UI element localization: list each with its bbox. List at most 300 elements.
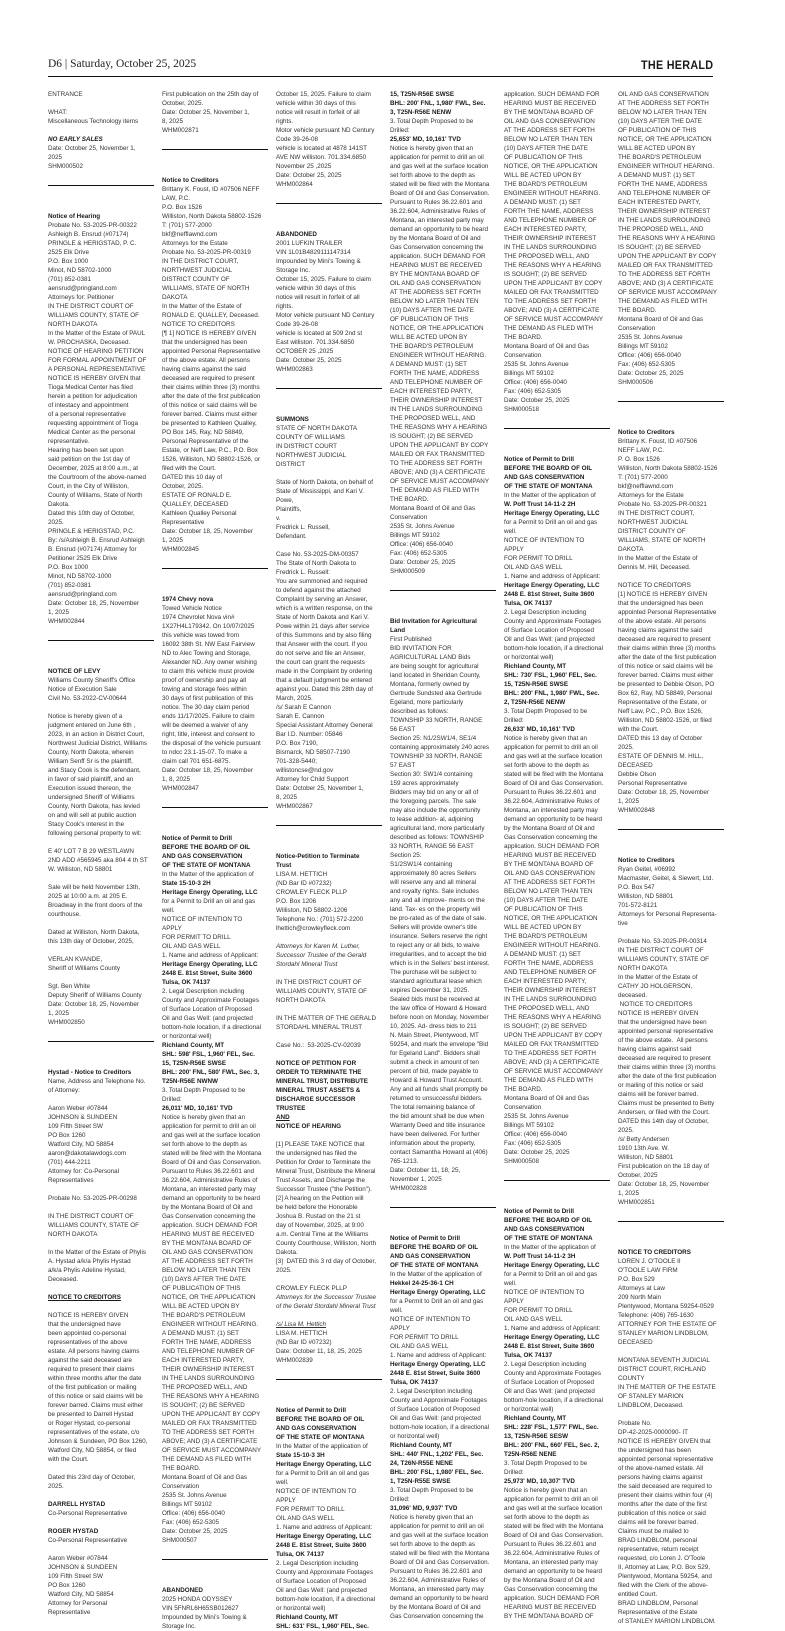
notice-text-line: IN THE LANDS SURROUNDING — [504, 244, 597, 251]
notice-text-line: Tulsa, OK 74137 — [504, 600, 553, 607]
notice-text-line: or mailing of this notice or said — [618, 1082, 704, 1089]
notice-text-line: HEARING MUST BE RECEIVED — [162, 1231, 255, 1238]
notice-text-line: Oil and Gas Well: (and projected — [504, 1388, 595, 1395]
notice-text-line: Montana Board of Oil and Gas — [618, 316, 704, 323]
notice-text-line: Notice is hereby given of a — [48, 713, 123, 720]
notice-text-line: OIL AND GAS CONSERVATION — [618, 91, 709, 98]
notice-text-line: WILLIAMS COUNTY, STATE OF — [276, 988, 367, 995]
notice-text-line: the Courtroom of the above-named — [48, 474, 147, 481]
notice-divider — [618, 829, 724, 830]
paragraph-gap — [618, 1410, 730, 1419]
notice-text-line: agricultural land, more particularly — [390, 825, 485, 832]
notice-text-line: Brittany K. Foust, ID #07506 NEFF — [162, 186, 260, 193]
notice-text-line: 1974 Chevrolet Nova vin# — [162, 614, 235, 621]
notice-text-line: submit a check in amount of ten — [390, 1059, 479, 1066]
notice-text-line: AND TELEPHONE NUMBER OF — [504, 969, 597, 976]
notice-text-line: described as follows: — [390, 708, 449, 715]
notice-text-line: BRAD LINDBLOM, Personal — [618, 1600, 698, 1607]
notice-text-line: will be deemed a waiver of any — [162, 722, 249, 729]
legal-notice — [618, 428, 730, 815]
notice-text-line: vehicle is located at 4878 141ST — [276, 145, 368, 152]
notice-text-line: BELOW NO LATER THAN TEN — [390, 298, 479, 305]
notice-text-line: THE REASONS WHY A HEARING — [162, 1393, 260, 1400]
legal-notice — [162, 176, 274, 554]
notice-text-line: of Surface Location of Proposed — [276, 1578, 366, 1585]
notice-text-line: Attorney for Child Support — [276, 776, 349, 783]
notice-text-line: Date: October 25, 2025 — [276, 357, 342, 364]
notice-text-line: Court, in the City of Williston, — [48, 483, 129, 490]
notice-text-line: 1. Name and address of Applicant: — [504, 573, 601, 580]
notice-text-line: their claims within three (3) months — [618, 1064, 716, 1071]
notice-text-line: ABOVE; AND (3) A CERTIFICATE — [504, 1059, 600, 1066]
notice-text-line: Office: (406) 656-0040 — [504, 379, 567, 386]
notice-text-line: Notice is hereby given that an — [504, 1487, 587, 1494]
notice-text-line: EACH INTERESTED PARTY, — [618, 199, 701, 206]
notice-text-line: QUALLEY, DECEASED — [162, 501, 229, 508]
notice-text-line: Watford City, ND 58854 — [48, 1591, 114, 1598]
notice-text-line: Date: October 25, November 1, — [162, 109, 250, 116]
notice-text-line: W. PROCHASKA, Deceased. — [48, 339, 131, 346]
notice-text-line: OIL AND GAS CONSERVATION — [162, 1249, 253, 1256]
notice-text-line: WILL BE ACTED UPON BY — [162, 1303, 240, 1310]
notice-text-line: Montana Board of Oil and Gas — [390, 505, 476, 512]
notice-text-line: that a default judgment be entered — [276, 677, 372, 684]
notice-text-line: In the Matter of the Estate of — [618, 555, 698, 562]
notice-text-line: demand an opportunity to be heard — [504, 1568, 603, 1575]
notice-text-line: 26,633' MD, 10,161' TVD — [504, 726, 575, 733]
notice-text-line: Tulsa, OK 74137 — [504, 1352, 553, 1359]
notice-text-line: their claims within three (3) months — [162, 384, 260, 391]
notice-text-line: Dakota. — [48, 501, 70, 508]
paragraph-gap — [48, 1464, 160, 1473]
notice-text-line: NOTICE, OR THE APPLICATION — [504, 915, 598, 922]
notice-text-line: N. Main Street, Plentywood, MT — [390, 1032, 479, 1039]
notice-text-line: Tioga Medical Center has filed — [48, 384, 133, 391]
notice-text-line: IS SOUGHT; (2) BE SERVED — [618, 244, 701, 251]
notice-text-line: Case No. 53-2025-DM-00357 — [276, 551, 359, 558]
notice-text-line: contact Samantha Howard at (406) — [390, 1149, 488, 1156]
notice-text-line: 1, 2025 — [618, 798, 640, 805]
notice-text-line: OF THE STATE OF MONTANA — [504, 483, 593, 490]
notice-text-line: IN THE DISTRICT COURT, — [618, 510, 695, 517]
notice-text-line: VIN 5FNRL6H65SB012627 — [162, 1605, 239, 1612]
notice-text-line: Telephone: (406) 765-1630 — [618, 1312, 694, 1319]
notice-text-line: VERLAN KVANDE, — [48, 956, 103, 963]
notice-text-line: Heritage Energy Operating, LLC — [504, 510, 600, 517]
notice-text-line: Ashleigh B. Ensrud (#07174) — [48, 231, 129, 238]
notice-text-line: application for permit to drill an oil — [390, 1523, 484, 1530]
notice-text-line: OIL AND GAS CONSERVATION — [390, 280, 481, 287]
notice-text-line: and Stacy Cook is the defendant, — [48, 767, 141, 774]
notice-text-line: County, North Dakota, has levied — [48, 803, 140, 810]
notice-text-line: Probate No. 53-2025-PR-00314 — [618, 938, 707, 945]
notice-text-line: Minot, ND 58702-1000 — [48, 573, 112, 580]
notice-text-line: 36.22.604, Administrative Rules of — [162, 1177, 258, 1184]
notice-text-line: Gas Conservation concerning the — [504, 1586, 598, 1593]
notice-text-line: STANLEY MARION LINDBLOM, — [618, 1330, 709, 1337]
notice-text-line: Fax: (406) 652-5305 — [618, 361, 676, 368]
notice-text-line: THE REASONS WHY A HEARING — [504, 262, 602, 269]
legal-notice — [276, 90, 388, 189]
notice-text-line: SHM000507 — [162, 1537, 198, 1544]
notice-text-line: courthouse. — [48, 911, 81, 918]
notice-text-line: WHAT: — [48, 109, 68, 116]
notice-text-line: WHM002844 — [48, 618, 85, 625]
notice-text-line: Representatives — [48, 1177, 94, 1184]
notice-text-line: 33 NORTH, RANGE 56 EAST — [390, 843, 474, 850]
notice-text-line: AND GAS CONSERVATION — [162, 853, 243, 860]
notice-text-line: Date: October 25, 2025 — [504, 1149, 570, 1156]
notice-text-line: requesting appointment of Tioga — [48, 420, 138, 427]
notice-text-line: October 15, 2025. Failure to claim — [276, 276, 371, 283]
notice-text-line: In the Matter of the application of — [162, 871, 254, 878]
notice-text-line: In the Matter of the Estate of Phylis — [48, 1249, 147, 1256]
notice-text-line: Date: October 18, 25, November — [618, 1181, 710, 1188]
notice-text-line: by the Montana Board of Oil and — [390, 1604, 481, 1611]
notice-text-line: OIL AND GAS CONSERVATION — [504, 118, 595, 125]
notice-text-line: NOTICE OF PETITION FOR — [276, 1060, 357, 1067]
notice-text-line: NORTHWEST JUDICIAL — [276, 452, 347, 459]
legal-notice — [504, 455, 616, 1166]
notice-text-line: IN THE DISTRICT COURT OF — [48, 303, 134, 310]
legal-notice — [276, 1406, 388, 1631]
notice-text-line: WILL BE ACTED UPON BY — [390, 334, 468, 341]
notice-text-line: claim call 701 651-6875. — [162, 758, 231, 765]
notice-text-line: Telephone No.: (701) 572-2200 — [276, 916, 364, 923]
notice-text-line: ENGINEER WITHOUT HEARING. — [162, 1321, 259, 1328]
notice-text-line: Ryan Geitel, #06992 — [618, 866, 676, 873]
notice-text-line: 2535 St. Johns Avenue — [618, 334, 683, 341]
notice-text-line: to defend against the attached — [276, 587, 361, 594]
notice-text-line: ENTRANCE — [48, 91, 83, 98]
notice-text-line: NOTICE IS HEREBY GIVEN that — [618, 1438, 711, 1445]
notice-text-line: OF PUBLICATION OF THIS — [162, 1285, 241, 1292]
notice-text-line: AND TELEPHONE NUMBER OF — [390, 379, 483, 386]
notice-text-line: be presented to Debbie Olson, PO — [618, 681, 715, 688]
notice-text-line: bottom-hole location, if a directional — [276, 1596, 376, 1603]
notice-text-line: Plaintiffs, — [276, 506, 302, 513]
notice-text-line: and gas well at the surface location — [390, 1532, 489, 1539]
notice-text-line: OIL AND GAS WELL — [162, 943, 221, 950]
notice-text-line: ORDER TO TERMINATE THE — [276, 1069, 362, 1076]
notice-text-line: 36.22.604, Administrative Rules of — [390, 1577, 486, 1584]
notice-text-line: deceased are required to present — [618, 636, 711, 643]
notice-text-line: for Egeland Land". Bidders shall — [390, 1050, 480, 1057]
notice-text-line: Miscellaneous Technology items — [48, 118, 139, 125]
notice-text-line: and gas well at the surface location — [504, 753, 603, 760]
notice-text-line: any and all improve- ments on the — [390, 897, 485, 904]
notice-text-line: BHL: 200' FNL, 580' FWL, Sec. 3, — [162, 1069, 260, 1076]
notice-text-line: 1, 2025 — [48, 609, 70, 616]
notice-text-line: Personal Representative — [618, 780, 687, 787]
notice-text-line: Fredrick L. Russell: — [276, 569, 330, 576]
notice-text-line: RONALD E. QUALLEY, Deceased. — [162, 312, 260, 319]
notice-text-line: OF SERVICE MUST ACCOMPANY — [504, 316, 604, 323]
notice-text-line: HEARING MUST BE RECEIVED — [504, 1604, 597, 1611]
notice-text-line: October, 2025 — [618, 1172, 658, 1179]
notice-heading: Hystad - Notice to Creditors — [48, 1069, 132, 1076]
paragraph-gap — [48, 1518, 160, 1527]
notice-text-line: IS SOUGHT; (2) BE SERVED — [390, 433, 473, 440]
notice-text-line: 2025. — [48, 519, 64, 526]
legal-notice — [504, 1207, 616, 1621]
notice-text-line: ABOVE; AND (3) A CERTIFICATE — [390, 469, 486, 476]
notice-text-line: the undersigned has been — [618, 1447, 691, 1454]
notice-text-line: (701) 444-2211 — [48, 1159, 91, 1166]
notice-text-line: made in the Complaint by ordering — [276, 668, 373, 675]
notice-text-line: NOTICE TO CREDITORS — [162, 321, 235, 328]
notice-text-line: THE PROPOSED WELL, AND — [390, 415, 476, 422]
notice-text-line: Conservation — [390, 514, 428, 521]
notice-text-line: BY THE MONTANA BOARD OF — [504, 109, 594, 116]
notice-text-line: COUNTY OF WILLIAMS — [276, 434, 345, 441]
notice-text-line: demand an opportunity to be heard — [504, 816, 603, 823]
notice-text-line: of this notice or said claims will be — [162, 402, 257, 409]
notice-text-line: AT THE ADDRESS SET FORTH — [618, 100, 709, 107]
notice-text-line: 1. Name and address of Applicant: — [390, 1352, 487, 1359]
notice-text-line: The State of North Dakota to — [276, 560, 357, 567]
notice-text-line: Co-Personal Representative — [48, 1537, 128, 1544]
notice-text-line: Impounded by Mini's Towing & — [162, 1614, 247, 1621]
notice-text-line: THE REASONS WHY A HEARING — [618, 235, 716, 242]
notice-text-line: WILLIAMS COUNTY, STATE OF — [618, 956, 709, 963]
notice-text-line: (ND Bar ID #07232) — [276, 1339, 332, 1346]
notice-text-line: County and Approximate Footages — [504, 1370, 601, 1377]
paragraph-gap — [48, 874, 160, 883]
notice-text-line: P.O. Box 1526 — [162, 204, 203, 211]
notice-column — [504, 90, 616, 1621]
notice-text-line: FOR PERMIT TO DRILL — [390, 1334, 459, 1341]
notice-text-line: Probate No. 53-2025-PR-00322 — [48, 222, 137, 229]
notice-text-line: lhettich@crowleyfleck.com — [276, 925, 351, 932]
notice-text-line: set forth above to the depth as — [162, 1141, 248, 1148]
notice-text-line: Board of Oil and Gas Conservation. — [162, 1159, 262, 1166]
notice-text-line: Date: October 18, 25, November — [162, 767, 254, 774]
notice-heading: Notice-Petition to Terminate — [276, 853, 360, 860]
legal-notice — [276, 230, 388, 374]
paragraph-gap — [276, 1032, 388, 1041]
notice-text-line: DARRELL HYSTAD — [48, 1501, 106, 1508]
notice-divider — [504, 1180, 610, 1181]
notice-text-line: of Surface Location of Proposed — [504, 1379, 594, 1386]
notice-divider — [618, 401, 724, 402]
notice-divider — [276, 1379, 382, 1380]
page-date-line: D6 | Saturday, October 25, 2025 — [48, 58, 197, 70]
paragraph-gap — [48, 946, 160, 955]
notice-text-line: NOTICE, OR THE APPLICATION — [390, 325, 484, 332]
notice-text-line: 36.22.604, Administrative Rules of — [504, 1550, 600, 1557]
notice-text-line: proof of ownership and pay all — [162, 677, 247, 684]
notice-column — [276, 90, 388, 1631]
notice-text-line: State of Mississippi, and Kari V. — [276, 488, 364, 495]
notice-text-line: application for permit to drill an oil — [504, 744, 598, 751]
paragraph-gap — [48, 973, 160, 982]
notice-text-line: BEFORE THE BOARD OF OIL — [504, 465, 593, 472]
notice-text-line: to lease addition- al, adjoining — [390, 816, 474, 823]
notice-text-line: OIL AND GAS WELL — [276, 1515, 335, 1522]
notice-text-line: IN THE LANDS SURROUNDING — [618, 217, 711, 224]
notice-divider — [504, 428, 610, 429]
notice-text-line: the court can grant the requests — [276, 659, 365, 666]
notice-text-line: BY THE MONTANA BOARD OF — [504, 1613, 594, 1620]
notice-divider — [162, 568, 268, 569]
notice-text-line: IN THE DISTRICT COURT OF — [48, 1213, 134, 1220]
notice-text-line: Drilled: — [390, 1496, 410, 1503]
paragraph-gap — [618, 928, 730, 937]
notice-text-line: application. SUCH DEMAND FOR — [504, 1595, 600, 1602]
notice-text-line: set forth above to the depth as — [390, 1541, 476, 1548]
notice-text-line: Fredrick L. Russell, — [276, 524, 330, 531]
notice-text-line: Date: October 18, 25, November — [618, 789, 710, 796]
notice-text-line: NOTICE OF INTENTION TO — [504, 1289, 585, 1296]
notice-text-line: MINERAL TRUST, DISTRIBUTE — [276, 1078, 368, 1085]
notice-text-line: required to present their claims — [48, 1366, 135, 1373]
notice-divider — [390, 1207, 496, 1208]
notice-text-line: A DEMAND MUST: (1) SET — [390, 361, 467, 368]
notice-text-line: Section 25: — [390, 852, 422, 859]
notice-text-line: Special Assistant Attorney General — [276, 722, 373, 729]
notice-text-line: NOTICE, OR THE APPLICATION — [504, 163, 598, 170]
notice-heading: NOTICE OF LEVY — [48, 668, 101, 675]
notice-text-line: OF THE STATE OF MONTANA — [162, 862, 251, 869]
notice-text-line: WHM002863 — [276, 366, 313, 373]
notice-text-line: /s/ Sarah E Cannon — [276, 704, 331, 711]
notice-text-line: Personal Representative of the — [162, 438, 249, 445]
notice-text-line: application. SUCH DEMAND FOR — [390, 253, 486, 260]
notice-text-line: Oil and Gas Well: (and projected — [162, 1015, 253, 1022]
notice-text-line: OF PUBLICATION OF THIS — [618, 127, 697, 134]
notice-divider — [162, 1559, 268, 1560]
notice-text-line: Gas Conservation concerning the — [504, 834, 598, 841]
notice-text-line: THE BOARD. — [390, 496, 429, 503]
notice-text-line: 10, 2025. Ad- dress bids to 211 — [390, 1023, 477, 1030]
notice-text-line: (10) DAYS AFTER THE DATE — [390, 307, 474, 314]
notice-text-line: November 25 ,2025 — [276, 163, 332, 170]
notice-text-line: JOHNSON & SUNDEEN — [48, 1114, 118, 1121]
notice-text-line: Attorneys at Law — [618, 1285, 665, 1292]
notice-text-line: State 15-10-3 2H — [162, 880, 211, 887]
notice-text-line: or horizontal well) — [504, 654, 554, 661]
notice-text-line: THEIR OWNERSHIP INTEREST — [618, 208, 711, 215]
notice-text-line: Dennis M. Hill, Deceased. — [618, 564, 691, 571]
notice-text-line: County of Williams, State of North — [48, 492, 143, 499]
notice-text-line: Code 39-26-08 — [276, 321, 319, 328]
notice-text-line: Plentywood, Montana 59254-0529 — [618, 1303, 714, 1310]
notice-text-line: vehicle within 30 days of this — [276, 285, 356, 292]
notice-divider — [48, 640, 154, 641]
notice-text-line: Montana, an interested party may — [162, 1186, 256, 1193]
notice-text-line: 24, T26N-R55E NENE — [390, 1460, 453, 1467]
notice-text-line: AT THE ADDRESS SET FORTH — [390, 289, 481, 296]
notice-text-line: Pursuant to Rules 36.22.601 and — [504, 789, 597, 796]
notice-text-line: following personal property to wit: — [48, 830, 142, 837]
notice-text-line: FOR PERMIT TO DRILL — [162, 934, 231, 941]
notice-text-line: T25N-R56E NENE — [504, 1451, 557, 1458]
notice-text-line: OF THE STATE OF MONTANA — [504, 1235, 593, 1242]
notice-text-line: STORDAHL MINERAL TRUST — [276, 1024, 363, 1031]
legal-notice — [162, 595, 274, 793]
notice-text-line: Office: (406) 656-0040 — [390, 541, 453, 548]
notice-text-line: Attorneys for Karen M. Luther, — [276, 943, 360, 950]
notice-text-line: 3. Total Depth Proposed to be — [390, 118, 474, 125]
notice-text-line: Bismarck, ND 58507-7190 — [276, 749, 350, 756]
legal-notice — [390, 90, 502, 576]
notice-text-line: bottom-hole location, if a directional — [390, 1424, 490, 1431]
notice-text-line: notice. The 30 day claim period — [162, 704, 250, 711]
notice-text-line: EACH INTERESTED PARTY, — [504, 978, 587, 985]
notice-text-line: IS SOUGHT; (2) BE SERVED — [504, 1023, 587, 1030]
legal-notice — [504, 90, 616, 414]
notice-text-line: demand an opportunity to be heard — [162, 1195, 261, 1202]
notice-heading: ABANDONED — [276, 231, 317, 238]
paragraph-gap — [48, 1203, 160, 1212]
notice-text-line: the disposal of the vehicle pursuant — [162, 740, 261, 747]
notice-column — [618, 90, 730, 1626]
notice-text-line: FOR FORMAL APPOINTMENT OF — [48, 357, 147, 364]
notice-text-line: Montana Board of Oil and Gas — [504, 343, 590, 350]
notice-text-line: the bid amount shall be due when — [390, 1113, 485, 1120]
notice-text-line: TOWNSHIP 33 NORTH, RANGE — [390, 717, 483, 724]
notice-text-line: OF STANLEY MARION — [618, 1393, 684, 1400]
notice-text-line: APPLY — [162, 925, 182, 932]
notice-text-line: which is a written response, on the — [276, 605, 373, 612]
notice-text-line: a/k/a Phylis Adeline Hystad, — [48, 1267, 126, 1274]
notice-text-line: In the Matter of the Estate of — [618, 974, 698, 981]
notice-text-line: THE DEMAND AS FILED WITH — [504, 325, 593, 332]
notice-text-line: LISA M. HETTICH — [276, 1330, 328, 1337]
notice-text-line: after the date of the first publication — [618, 654, 717, 661]
notice-text-line: Notice is hereby given that an — [162, 1114, 245, 1121]
notice-text-line: appointed Personal Representative — [618, 609, 717, 616]
notice-text-line: FOR PERMIT TO DRILL — [504, 1307, 573, 1314]
notice-text-line: Fax: (406) 652-5305 — [504, 388, 562, 395]
notice-text-line: UPON THE APPLICANT BY COPY — [504, 1032, 603, 1039]
notice-text-line: NORTH DAKOTA — [48, 1231, 98, 1238]
notice-text-line: Sheriff of Williams County — [48, 965, 120, 972]
notice-text-line: MONTANA SEVENTH JUDICIAL — [618, 1357, 710, 1364]
notice-text-line: [3] DATED this 3 rd day of October, — [276, 1258, 376, 1265]
notice-text-line: v. — [276, 515, 281, 522]
notice-text-line: Attorney for Personal — [48, 1600, 108, 1607]
notice-heading: ABANDONED — [162, 1587, 203, 1594]
notice-text-line: a.m. Central Time at the Williams — [276, 1231, 369, 1238]
notice-text-line: Claims must be presented to Betty — [618, 1100, 715, 1107]
notice-text-line: or horizontal well) — [504, 1406, 554, 1413]
notice-text-line: AT THE ADDRESS SET FORTH — [162, 1258, 253, 1265]
paragraph-gap — [48, 1185, 160, 1194]
notice-text-line: Date: October 25, 2025 — [504, 397, 570, 404]
notice-text-line: Trust Assets, and Discharge the — [276, 1177, 366, 1184]
notice-text-line: of Surface Location of Proposed — [504, 627, 594, 634]
notice-text-line: DECEASED — [618, 1339, 653, 1346]
notice-text-line: IN THE LANDS SURROUNDING — [162, 1375, 255, 1382]
notice-text-line: NOTICE OF INTENTION TO — [504, 537, 585, 544]
notice-text-line: W. Williston, ND 58801 — [48, 866, 113, 873]
notice-text-line: persons having claims against — [618, 1474, 703, 1481]
notice-text-line: County, North Dakota, wherein — [48, 749, 134, 756]
notice-text-line: OF PUBLICATION OF THIS — [390, 316, 469, 323]
notice-text-line: Storage Inc. — [162, 1623, 196, 1630]
notice-text-line: Stacy Cook's interest in the — [48, 821, 125, 828]
notice-text-line: their claims within three (3) months — [618, 645, 716, 652]
notice-text-line: Aaron Weber #07844 — [48, 1105, 108, 1112]
notice-text-line: tive — [618, 920, 628, 927]
notice-text-line: Williston, ND 58802-1526, or filed — [618, 717, 712, 724]
notice-heading: Notice of Permit to Drill — [162, 835, 232, 842]
notice-text-line: Attorneys for: Petitioner — [48, 294, 114, 301]
notice-text-line: WILL BE ACTED UPON BY — [618, 145, 696, 152]
notice-text-line: do not serve and file an Answer, — [276, 650, 366, 657]
